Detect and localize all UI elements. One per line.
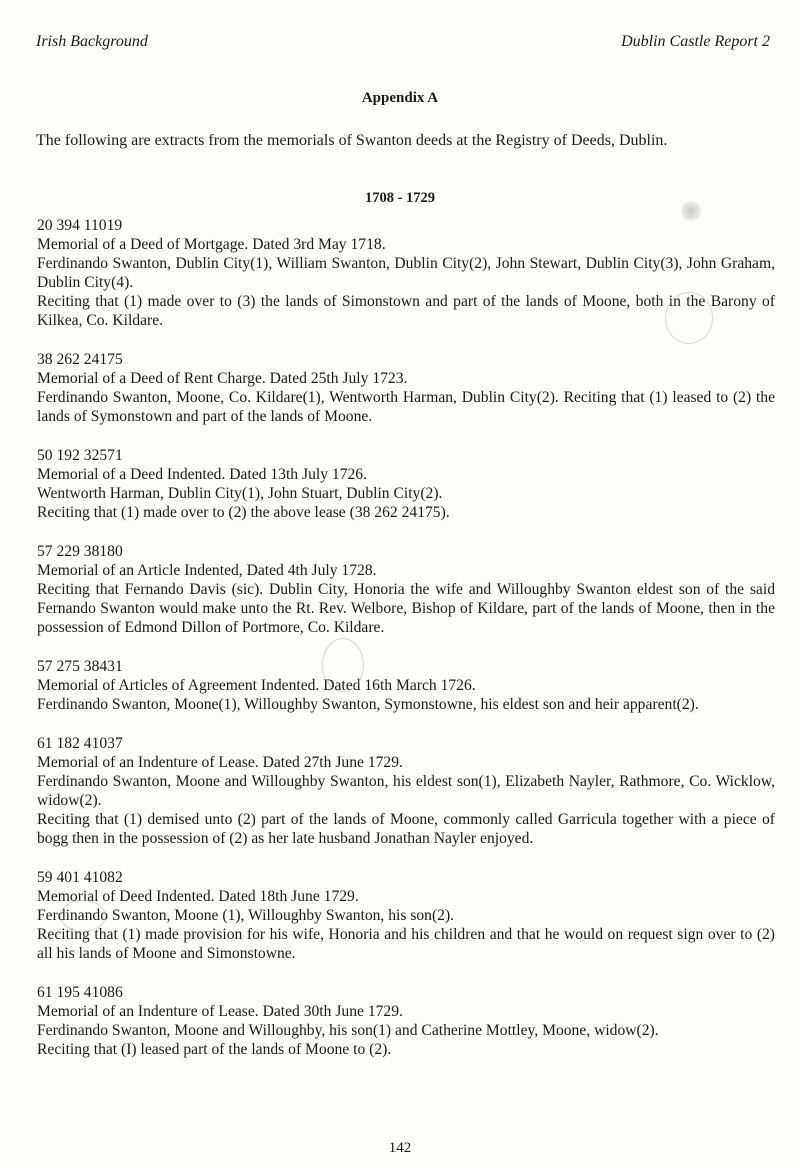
ink-speck [680, 200, 702, 222]
deed-reference: 59 401 41082 [37, 869, 123, 886]
deed-text: Ferdinando Swanton, Moone (1), Willoughby Swanton, his son(2). [37, 907, 455, 924]
deed-memorial: Memorial of Deed Indented. Dated 18th June 1729. [37, 888, 359, 905]
deed-text: Ferdinando Swanton, Moone and Willoughby, his son(1) and Catherine Mottley, Moone, widow(2). [37, 1022, 659, 1039]
deed-memorial: Memorial of a Deed of Rent Charge. Dated 25th July 1723. [37, 370, 408, 387]
appendix-title: Appendix A [361, 90, 439, 106]
running-header-right: Dublin Castle Report 2 [621, 33, 770, 50]
deed-memorial: Memorial of Articles of Agreement Indented. Dated 16th March 1726. [37, 677, 476, 694]
deed-text: Reciting that (I) leased part of the lands of Moone to (2). [37, 1041, 392, 1058]
deed-reference: 57 275 38431 [37, 658, 123, 675]
deed-entry [37, 542, 775, 637]
deed-memorial: Memorial of an Article Indented, Dated 4th July 1728. [37, 562, 377, 579]
deed-text: Reciting that (1) made provision for his wife, Honoria and his children and that he would on request sign over to (2) all his lands of Moone and Simonstowne. [37, 926, 775, 962]
deed-text: Wentworth Harman, Dublin City(1), John Stuart, Dublin City(2). [37, 485, 443, 502]
deed-text: Ferdinando Swanton, Moone, Co. Kildare(1), Wentworth Harman, Dublin City(2). Reciting that (1) leased to (2) the lands of Symonstown and part of the lands of Moone. [37, 389, 775, 425]
deed-reference: 57 229 38180 [37, 543, 123, 560]
deed-entries [37, 216, 775, 1059]
deed-reference: 20 394 11019 [37, 217, 123, 234]
running-header-left: Irish Background [36, 33, 148, 50]
date-range-heading: 1708 - 1729 [364, 190, 436, 206]
deed-entry [37, 983, 775, 1059]
deed-memorial: Memorial of an Indenture of Lease. Dated 27th June 1729. [37, 754, 403, 771]
deed-text: Reciting that (1) made over to (2) the above lease (38 262 24175). [37, 504, 450, 521]
deed-memorial: Memorial of an Indenture of Lease. Dated 30th June 1729. [37, 1003, 403, 1020]
deed-text: Ferdinando Swanton, Moone and Willoughby Swanton, his eldest son(1), Elizabeth Nayler, Rathmore, Co. Wicklow, widow(2). [37, 773, 775, 809]
deed-text: Ferdinando Swanton, Dublin City(1), William Swanton, Dublin City(2), John Stewart, Dublin City(3), John Graham, Dublin City(4). [37, 255, 775, 291]
stain-mark [322, 638, 364, 692]
intro-paragraph: The following are extracts from the memorials of Swanton deeds at the Registry of Deeds, Dublin. [36, 132, 668, 149]
deed-text: Reciting that Fernando Davis (sic). Dublin City, Honoria the wife and Willoughby Swanton eldest son of the said Fernando Swanton would make unto the Rt. Rev. Welbore, Bishop of Kildare, part of the lands of Moone, then in the possession of Edmond Dillon of Portmore, Co. Kildare. [37, 581, 775, 636]
deed-text: Ferdinando Swanton, Moone(1), Willoughby Swanton, Symonstowne, his eldest son and heir apparent(2). [37, 696, 699, 713]
deed-reference: 61 195 41086 [37, 984, 123, 1001]
deed-entry [37, 868, 775, 963]
deed-entry [37, 446, 775, 522]
stain-mark [60, 900, 106, 932]
deed-reference: 50 192 32571 [37, 447, 123, 464]
deed-memorial: Memorial of a Deed of Mortgage. Dated 3rd May 1718. [37, 236, 386, 253]
deed-entry [37, 734, 775, 848]
deed-memorial: Memorial of a Deed Indented. Dated 13th July 1726. [37, 466, 367, 483]
deed-text: Reciting that (1) demised unto (2) part of the lands of Moone, commonly called Garricula together with a piece of bogg then in the possession of (2) as her late husband Jonathan Nayler enjoyed. [37, 811, 775, 847]
page-number: 142 [388, 1140, 412, 1156]
stain-mark [665, 292, 713, 344]
deed-text: Reciting that (1) made over to (3) the lands of Simonstown and part of the lands of Moone, both in the Barony of Kilkea, Co. Kildare. [37, 293, 775, 329]
deed-entry [37, 216, 775, 330]
deed-reference: 38 262 24175 [37, 351, 123, 368]
deed-entry [37, 350, 775, 426]
deed-entry [37, 657, 775, 714]
deed-reference: 61 182 41037 [37, 735, 123, 752]
